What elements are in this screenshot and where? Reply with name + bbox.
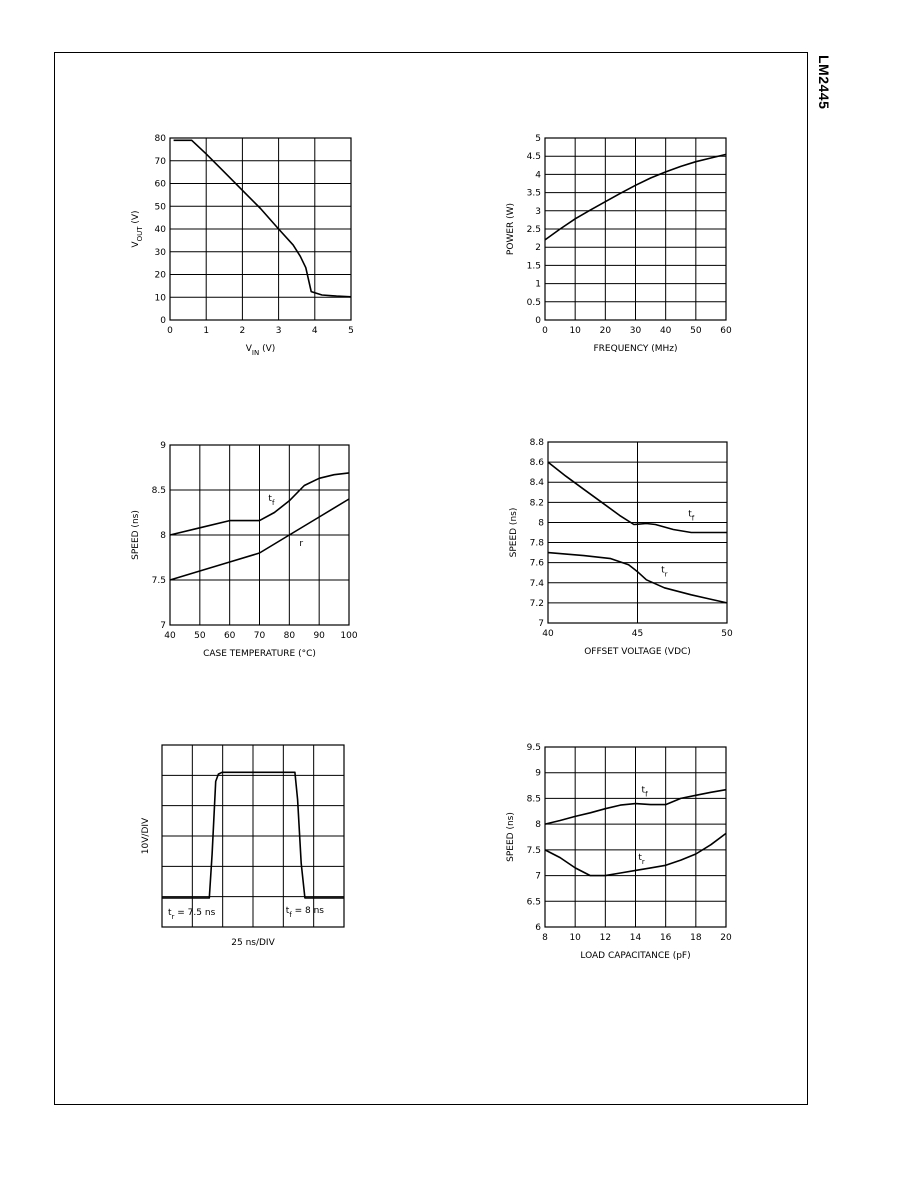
x-tick-label: 16 — [659, 933, 672, 943]
y-tick-label: 6 — [535, 923, 541, 933]
x-tick-label: 4 — [311, 326, 318, 336]
power-vs-frequency-chart — [490, 125, 750, 370]
speed-vs-load-capacitance-chart — [490, 735, 750, 980]
x-tick-label: 50 — [194, 631, 206, 641]
y-tick-label: 8 — [160, 531, 166, 541]
y-tick-label: 4 — [535, 170, 541, 181]
y-tick-label: 20 — [154, 270, 166, 281]
y-tick-label: 8 — [538, 518, 544, 529]
y-tick-label: 4.5 — [526, 152, 541, 163]
vout-curve — [174, 140, 351, 296]
x-tick-label: 40 — [542, 629, 554, 639]
x-tick-label: 80 — [283, 631, 296, 641]
x-tick-label: 100 — [340, 631, 358, 641]
y-tick-label: 30 — [154, 247, 166, 258]
y-tick-label: 50 — [154, 202, 166, 213]
y-tick-label: 0.5 — [526, 297, 541, 308]
x-tick-label: 40 — [164, 631, 176, 641]
x-tick-label: 2 — [239, 326, 246, 336]
y-tick-label: 60 — [154, 179, 166, 190]
x-tick-label: 5 — [348, 326, 354, 336]
y-tick-label: 8.6 — [529, 458, 544, 469]
y-tick-label: 10 — [154, 293, 166, 304]
y-tick-label: 7 — [538, 619, 544, 629]
y-tick-label: 3.5 — [526, 188, 541, 199]
y-tick-label: 7 — [160, 621, 166, 631]
x-tick-label: 3 — [275, 326, 282, 336]
y-tick-label: 7.6 — [529, 558, 544, 569]
y-tick-label: 0 — [160, 316, 166, 326]
x-tick-label: 60 — [720, 326, 732, 336]
y-axis-label: SPEED (ns) — [506, 812, 516, 862]
y-tick-label: 8.5 — [526, 794, 541, 805]
x-tick-label: 10 — [569, 933, 581, 943]
series-label: $t_f$ — [688, 509, 695, 523]
x-tick-label: 20 — [599, 326, 612, 336]
y-tick-label: 8.5 — [151, 486, 166, 496]
y-tick-label: 8.2 — [529, 498, 544, 509]
y-tick-label: 0 — [535, 316, 541, 326]
series-label: $t_f$ — [268, 493, 275, 507]
rise-time-annotation: $t_r = 7.5$ ns — [168, 908, 216, 921]
x-tick-label: 1 — [203, 326, 210, 336]
y-tick-label: 9 — [535, 768, 541, 779]
x-axis-label: OFFSET VOLTAGE (VDC) — [584, 647, 691, 657]
x-tick-label: 18 — [690, 933, 702, 943]
x-tick-label: 50 — [690, 326, 702, 336]
grid — [545, 747, 726, 927]
vout-vs-vin-chart — [110, 125, 370, 370]
y-tick-label: 1.5 — [526, 261, 541, 272]
x-tick-label: 8 — [542, 933, 548, 943]
x-tick-label: 40 — [659, 326, 672, 336]
y-tick-label: 2 — [535, 243, 541, 254]
x-axis-label: $V_{IN}$ (V) — [245, 344, 276, 357]
y-tick-label: 9 — [160, 441, 166, 451]
y-tick-label: 8.8 — [529, 438, 544, 448]
y-axis-label: SPEED (ns) — [509, 507, 519, 558]
speed-vs-offset-voltage-chart — [490, 432, 750, 677]
series-label: r — [299, 538, 304, 549]
y-tick-label: 40 — [154, 225, 166, 235]
grid — [170, 445, 349, 625]
x-tick-label: 45 — [631, 629, 644, 639]
y-axis-label: $V_{OUT}$ (V) — [131, 210, 144, 248]
x-tick-label: 50 — [721, 629, 733, 639]
series-label: $t_r$ — [661, 565, 668, 579]
x-tick-label: 14 — [629, 933, 642, 943]
x-tick-label: 60 — [223, 631, 236, 641]
x-tick-label: 30 — [629, 326, 642, 336]
y-axis-label: 10V/DIV — [141, 817, 151, 855]
x-tick-label: 70 — [253, 631, 266, 641]
y-tick-label: 7.2 — [529, 598, 544, 609]
y-tick-label: 8 — [535, 820, 541, 831]
y-tick-label: 3 — [535, 206, 541, 217]
x-tick-label: 0 — [542, 326, 548, 336]
part-number-title: LM2445 — [816, 55, 832, 110]
y-axis-label: POWER (W) — [506, 202, 516, 256]
speed-vs-case-temperature-chart — [110, 432, 370, 677]
y-tick-label: 7 — [535, 871, 541, 882]
x-axis-label: FREQUENCY (MHz) — [593, 344, 678, 354]
y-tick-label: 6.5 — [526, 897, 541, 908]
y-tick-label: 9.5 — [526, 743, 541, 753]
x-tick-label: 12 — [599, 933, 612, 943]
y-axis-label: SPEED (ns) — [131, 510, 141, 560]
y-tick-label: 2.5 — [526, 225, 541, 235]
series-label: $t_r$ — [638, 853, 645, 867]
grid — [545, 138, 726, 320]
y-tick-label: 7.4 — [529, 578, 544, 589]
x-tick-label: 20 — [720, 933, 732, 943]
series-label: $t_f$ — [641, 785, 648, 799]
y-tick-label: 5 — [535, 134, 541, 144]
y-tick-label: 8.4 — [529, 478, 544, 489]
y-tick-label: 1 — [535, 279, 541, 290]
y-tick-label: 7.8 — [529, 538, 544, 549]
y-tick-label: 7.5 — [526, 845, 541, 856]
x-tick-label: 90 — [313, 631, 325, 641]
grid — [170, 138, 351, 320]
y-tick-label: 7.5 — [151, 576, 166, 586]
pulse-response-chart — [110, 735, 370, 965]
fall-time-annotation: $t_f = 8$ ns — [285, 906, 325, 919]
x-axis-label: CASE TEMPERATURE (°C) — [203, 649, 316, 659]
x-tick-label: 0 — [167, 326, 173, 336]
x-tick-label: 10 — [569, 326, 581, 336]
y-tick-label: 80 — [154, 134, 166, 144]
y-tick-label: 70 — [154, 156, 166, 167]
x-axis-label: LOAD CAPACITANCE (pF) — [580, 951, 691, 961]
x-axis-label: 25 ns/DIV — [231, 938, 275, 948]
